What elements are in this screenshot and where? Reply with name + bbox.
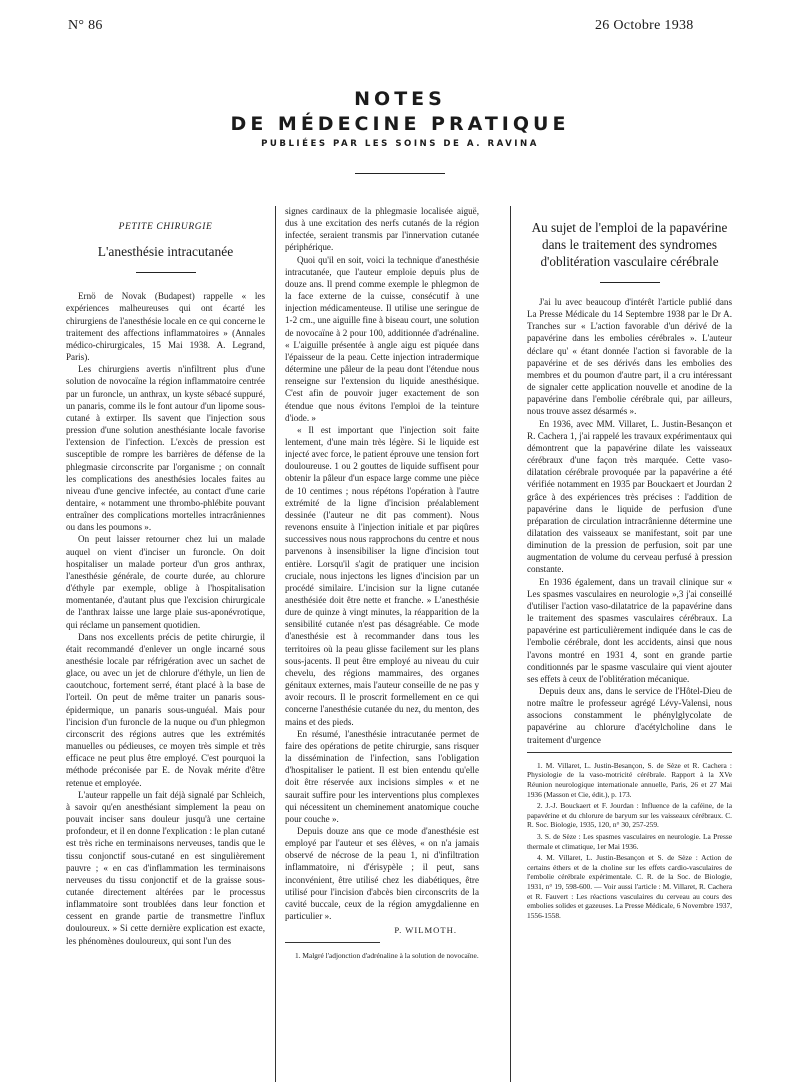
article1-title: L'anesthésie intracutanée [97,244,234,260]
column-divider-2 [510,206,511,1082]
article1-column1 [66,205,265,947]
footnote-rule [527,752,732,753]
footnote: 1. Malgré l'adjonction d'adrénaline à la solution de novocaïne. [295,951,479,961]
journal-title-line1: NOTES [354,88,446,110]
footnote: 1. M. Villaret, L. Justin-Besançon, S. de Sèze et R. Cachera : Physiologie de la vaso-motricité cérébrale. Rapport à la XVe Réunion neurologique internationale annuelle, Paris, 26 et 27 Mai 1936 (Masson et Cie, édit.), p. 173. [527,760,732,799]
journal-title-line2: DE MÉDECINE PRATIQUE [230,113,570,135]
article2-column [527,205,732,922]
journal-subtitle: PUBLIÉES PAR LES SOINS DE A. RAVINA [261,139,539,149]
article2-paragraph: En 1936 également, dans un travail clinique sur « Les spasmes vasculaires en neurologie »,3 j'ai conseillé d'utiliser l'action vaso-dilatatrice de la papavérine dans le traitement des spasmes vasculaires cérébraux. La papavérine est particulièrement indiquée dans le cas de l'embolie cérébrale, dont les accidents, ainsi que nous l'avons montré en 1931 4, sont en grande partie conditionnés par le spasme vasculaire qui vient ajouter ses effets à ceux de l'oblitération mécanique. [527,576,732,684]
article1-column2 [285,205,479,963]
issue-date: 26 Octobre 1938 [595,18,694,33]
article1-paragraph: En résumé, l'anesthésie intracutanée permet de faire des opérations de petite chirurgie, sans risquer la dissémination de l'infection, sans l'obligation d'hospitaliser le patient. Il est bien entendu qu'elle doit être réservée aux incisions simples « et ne saurait suffire pour les interventions plus complexes qui nécessitent un cheminement anatomique couche pour couche ». [285,728,479,824]
article1-rubric: PETITE CHIRURGIE [118,222,213,232]
footnote: 4. M. Villaret, L. Justin-Besançon et S. de Sèze : Action de certains éthers et de la choline sur les effets cardio-vasculaires de l'embolie cérébrale expérimentale. C. R. de la Soc. de Biologie, 1931, n° 19, 598-600. — Voir aussi l'article : M. Villaret, R. Cachera et R. Fauvert : Les réactions vasculaires du cerveau au cours des embolies solides et gazeuses. La Presse Médicale, 6 Novembre 1937, 1556-1558. [527,853,732,920]
article2-title-line: dans le traitement des syndromes [541,237,718,252]
article2-paragraph: En 1936, avec MM. Villaret, L. Justin-Besançon et R. Cachera 1, j'ai rappelé les travaux expérimentaux qui démontrent que la papavérine dilate les vaisseaux cérébraux d'une façon très marquée. Cette vaso-dilatation cérébrale provoquée par la papavérine a été vérifiée notamment en 1935 par Bouckaert et Jourdan 2 grâce à des expériences très précises : l'addition de papavérine dans le liquide de perfusion d'une préparation de circulation intracrânienne détermine une dilatation des vaisseaux se manifestant, soit par une diminution de la pression de perfusion, soit par une augmentation de volume du cerveau perfusé à pression constante. [527,418,732,575]
article2-paragraph: Depuis deux ans, dans le service de l'Hôtel-Dieu de notre maître le professeur agrégé Lévy-Valensi, nous associons constamment le phénylglycolate de papavérine au chlorure d'acétylcholine dans le traitement d'urgence [527,686,732,745]
article1-paragraph: Les chirurgiens avertis n'infiltrent plus d'une solution de novocaïne la région inflammatoire centrée par un furoncle, un anthrax, un kyste sébacé suppuré, un panaris, comme ils le font autour d'un lipome sous-cutané à extirper. Ils savent que l'injection sous pression d'une solution anesthésiante locale favorise l'extension de l'infection. L'excès de pression est susceptible de rompre les barrières de défense de la phlegmasie circonscrite par l'organisme ; on connaît les complications des anesthésies locales faites au niveau d'une gencive infectée, au contact d'une carie dentaire, « notamment une thrombo-phlébite pouvant entraîner des complications mortelles intracrâniennes ou dans les poumons ». [66,364,265,533]
article1-paragraph: signes cardinaux de la phlegmasie localisée aiguë, dus à une excitation des nerfs cutanés de la région infectée, seraient transmis par l'innervation cutanée périphérique. [285,206,479,253]
column-divider-1 [275,206,276,1082]
article2-title-line: d'oblitération vasculaire cérébrale [540,254,719,269]
journal-title [0,88,800,135]
footnote-rule [285,942,380,943]
footnote: 3. S. de Sèze : Les spasmes vasculaires en neurologie. La Presse thermale et climatique, 1er Mai 1936. [527,831,732,851]
article1-signature: P. WILMOTH. [394,925,457,936]
page-number: N° 86 [68,18,103,33]
article1-paragraph: On peut laisser retourner chez lui un malade auquel on vient d'inciser un furoncle. On doit hospitaliser un malade porteur d'un gros anthrax, l'anesthésie générale, de courte durée, au chlorure d'éthyle par exemple, oblige à l'hospitalisation momentanée, d'autant plus que l'excision chirurgicale de l'anthrax laisse une large plaie sus-aponévrotique, qui réclame un pansement quotidien. [66,534,265,630]
article2-title-line: Au sujet de l'emploi de la papavérine [531,220,728,235]
article1-paragraph: Quoi qu'il en soit, voici la technique d'anesthésie intracutanée, que l'auteur emploie depuis plus de douze ans. Il prend comme exemple le phlegmon de la face externe de la cuisse, consécutif à une injection médicamenteuse. Il utilise une seringue de 1-2 cm., une aiguille fine à biseau court, une solution de novocaïne à 2 pour 100, additionnée d'adrénaline. « L'aiguille présentée à angle aigu est piquée dans l'épaisseur de la peau. Cette injection intradermique détermine une pâleur de la peau dont l'étendue nous renseigne sur l'extension du liquide anesthésique. C'est afin de pouvoir juger exactement de son étendue que nous évitons l'emploi de la teinture d'iode. » [285,254,479,423]
footnote: 2. J.-J. Bouckaert et F. Jourdan : Influence de la caféine, de la papavérine et du chlorure de baryum sur les vaisseaux cérébraux. C. R. Soc. Biologie, 1935, 120, n° 30, 257-259. [527,801,732,830]
article2-paragraph: J'ai lu avec beaucoup d'intérêt l'article publié dans La Presse Médicale du 14 Septembre 1938 par le Dr A. Tranches sur « L'action favorable d'un dérivé de la papavérine dans les embolies cérébrales ». L'auteur déclare qu' « étant donnée l'action si favorable de la papavérine et de ses dérivés dans les embolies des membres et du poumon d'autre part, il a cru intéressant de signaler cette application nouvelle et anodine de la papavérine dans l'embolie cérébrale qui, par ailleurs, nous trouve assez désarmés ». [527,297,732,417]
article1-paragraph: « Il est important que l'injection soit faite lentement, d'une main très légère. Si le liquide est injecté avec force, le patient éprouve une tension fort douloureuse. 1 ou 2 gouttes de liquide suffisent pour obtenir la pâleur d'un espace large comme une pièce de 10 centimes ; nous répétons l'opération à l'autre extrémité de la ligne d'incision préalablement dessinée (l'auteur ne dit pas comment). Nous revenons ensuite à l'injection initiale et par piqûres successives nous nous rapprochons du centre et nous parvenons à insensibiliser la ligne d'incision tout entière. Lorsqu'il s'agit de pratiquer une incision cruciale, nous injectons les lignes d'incision par un procédé similaire. L'incision sur la ligne cutanée anesthésiée doit être nette et franche. » L'anesthésie dure de quinze à vingt minutes, la réapparition de la sensibilité cutanée n'est pas désagréable. Ce mode d'anesthésie est à recommander dans tous les territoires où la peau glisse facilement sur les plans sous-jacents. Il peut être employé au niveau du cuir chevelu, des régions mammaires, des organes génitaux externes, mais l'auteur conseille de ne pas y avoir recours. Il le proscrit formellement en ce qui concerne l'anesthésie cutanée du nez, du menton, des mains et des pieds. [285,424,479,727]
article2-title [527,219,732,270]
article1-paragraph: Depuis douze ans que ce mode d'anesthésie est employé par l'auteur et ses élèves, « on n'a jamais observé de nécrose de la peau 1, ni d'infiltration inflammatoire, ni d'érisypèle ; il peut, sans inconvénient, être utilisé chez les diabétiques, être utilisé pour l'incision d'abcès bien circonscrits de la cavité buccale, ceux de la région amygdalienne en particulier ». [285,825,479,922]
title-divider [355,173,445,174]
article1-paragraph: Ernö de Novak (Budapest) rappelle « les expériences malheureuses qui ont écarté les chirurgiens de l'anesthésie locale en ce qui concerne le traitement des affections inflammatoires » (Annales médico-chirurgicales, 15 Mai 1938. A. Legrand, Paris). [66,291,265,363]
article1-paragraph: Dans nos excellents précis de petite chirurgie, il était recommandé d'enlever un ongle incarné sous anesthésie locale par réfrigération avec un sachet de glace, ou avec un jet de chlorure d'éthyle, un lien de caoutchouc, fortement serré, étant placé à la base de l'orteil. On peut de même traiter un panaris sous-épidermique, un panaris sous-unguéal. Mais pour l'incision d'un furoncle de la nuque ou d'un phlegmon circonscrit des régions autres que les extrémités manuelles ou pédieuses, ce moyen très simple et très efficace ne peut plus être employé. C'est pourquoi la méthode préconisée par E. de Novak mérite d'être retenue et employée. [66,631,265,788]
article1-paragraph: L'auteur rappelle un fait déjà signalé par Schleich, à savoir qu'en anesthésiant simplement la peau on pouvait inciser sans douleur jusqu'à une certaine profondeur, et il en donne l'explication : le plan cutané est très riche en terminaisons nerveuses, tandis que le tissu conjonctif sous-cutané en est singulièrement pauvre ; « en cas d'inflammation les terminaisons nerveuses du tissu conjonctif et de la graisse sous-cutanée directement altérées par le processus inflammatoire sont troublées dans leur fonction et cessent en grande partie de transmettre l'influx douloureux. » Si cette dernière explication est exacte, les phénomènes douloureux, qui sont l'un des [66,789,265,946]
